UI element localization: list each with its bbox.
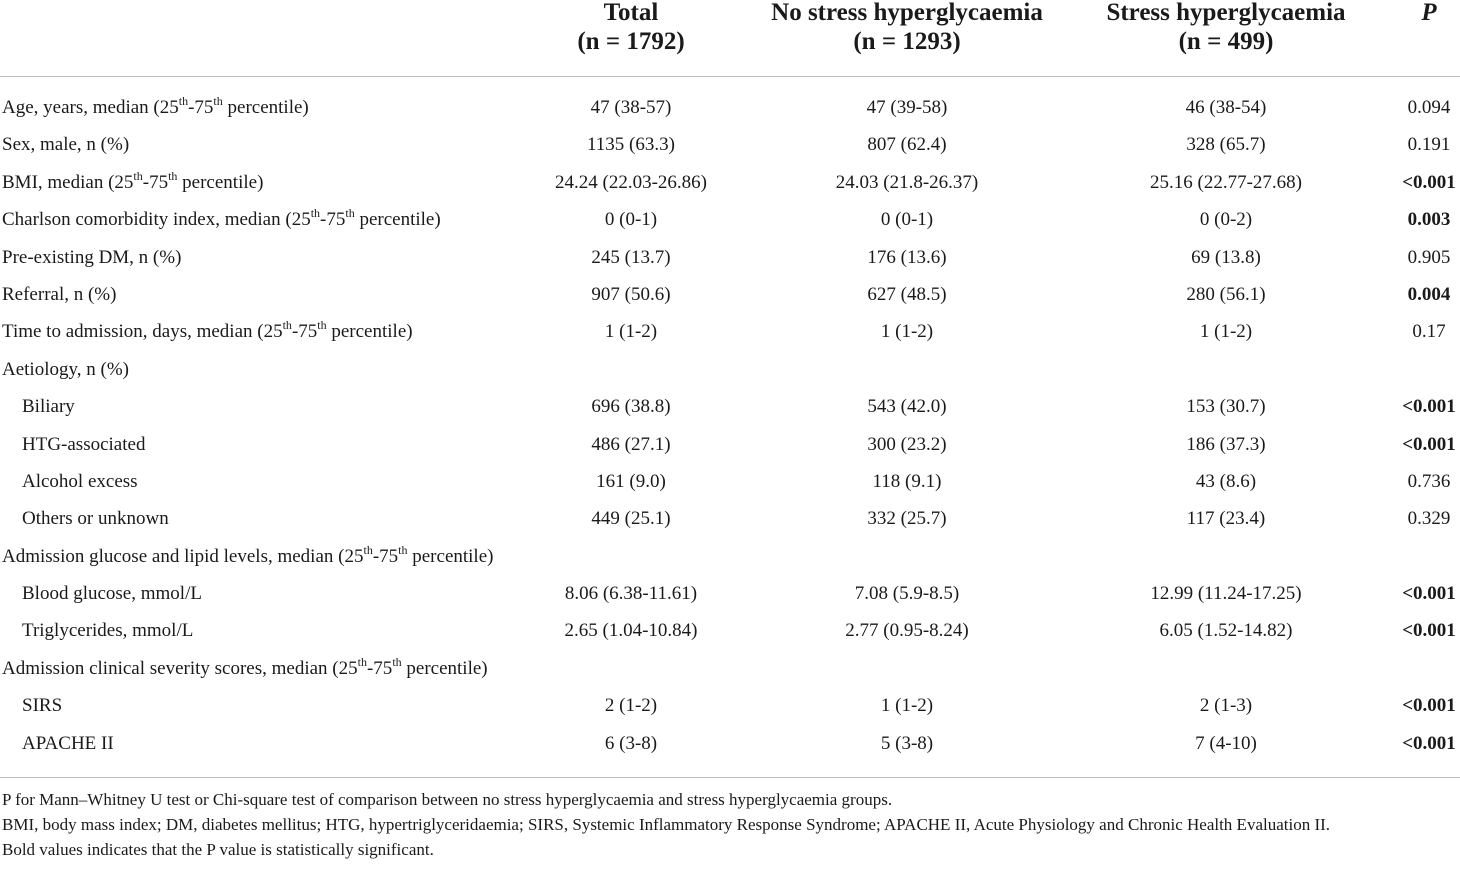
footnote-abbreviations: BMI, body mass index; DM, diabetes mellitus; HTG, hypertriglyceridaemia; SIRS, Systemic Inflammatory Response Syndrome; APACHE II, Acute Physiology and Chronic Health Evaluation II. [2,815,1331,834]
row-label [22,612,193,649]
row-label-text: HTG-associated [22,433,146,455]
cell-total: 449 (25.1) [591,508,671,530]
row-label-text: Time to admission, days, median (25 [2,321,283,343]
header-total-title: Total [603,0,659,26]
cell-no-stress: 543 (42.0) [867,396,947,418]
cell-no-stress: 332 (25.7) [867,508,947,530]
row-label-text: SIRS [22,695,63,717]
cell-stress: 117 (23.4) [1186,508,1266,530]
cell-p-value: <0.001 [1402,620,1456,642]
row-label-text: Biliary [22,396,75,418]
cell-stress: 0 (0-2) [1199,209,1253,231]
table-header [0,0,1460,77]
cell-p-value: 0.905 [1407,246,1451,268]
row-label [22,463,138,500]
cell-no-stress: 176 (13.6) [867,246,947,268]
cell-stress: 6.05 (1.52-14.82) [1159,620,1293,642]
cell-no-stress: 24.03 (21.8-26.37) [835,171,979,193]
row-label-text: -75 [366,657,393,679]
cell-no-stress: 1 (1-2) [880,695,934,717]
cell-no-stress: 807 (62.4) [867,134,947,156]
cell-no-stress: 2.77 (0.95-8.24) [845,620,969,642]
cell-stress: 1 (1-2) [1199,321,1253,343]
cell-no-stress: 5 (3-8) [880,732,934,754]
row-label-text: Admission clinical severity scores, median (25 [2,657,358,679]
row-label-text: Pre-existing DM, n (%) [2,246,182,268]
table-row [0,388,1460,425]
cell-total: 24.24 (22.03-26.86) [555,171,707,193]
cell-no-stress: 627 (48.5) [867,283,947,305]
header-p-value: P [1421,0,1437,26]
cell-total: 6 (3-8) [604,732,658,754]
row-label [2,164,263,201]
footnote-bold-values: Bold values indicates that the P value is statistically significant. [2,840,434,859]
cell-stress: 25.16 (22.77-27.68) [1150,171,1302,193]
footnote-p-test: P for Mann–Whitney U test or Chi-square test of comparison between no stress hyperglycaemia and stress hyperglycaemia groups. [2,790,893,809]
cell-p-value: 0.094 [1407,97,1451,118]
row-label-text: Aetiology, n (%) [2,358,129,380]
table-footnotes [2,787,1460,862]
row-label-superscript: th [168,168,178,183]
cell-stress: 43 (8.6) [1195,470,1257,492]
cell-no-stress: 7.08 (5.9-8.5) [854,583,960,605]
table-row [0,313,1460,350]
cell-total: 907 (50.6) [591,283,671,305]
row-label [22,388,75,425]
table-row [0,725,1460,762]
row-label-text: -75 [320,209,346,231]
cell-stress: 328 (65.7) [1186,134,1266,156]
cell-total: 0 (0-1) [604,209,658,231]
header-stress [1076,0,1376,56]
row-label-text: -75 [291,321,318,343]
cell-stress: 46 (38-54) [1185,97,1267,118]
row-label [2,201,441,238]
table-row [0,575,1460,612]
cell-no-stress: 0 (0-1) [880,209,934,231]
row-label [2,313,413,350]
row-label-superscript: th [213,94,223,108]
row-label-text: Sex, male, n (%) [2,134,130,156]
row-label-text: Others or unknown [22,508,169,530]
cell-total: 1 (1-2) [604,321,658,343]
cell-p-value: <0.001 [1402,695,1456,717]
table-bottom-rule [0,777,1460,778]
header-stress-title: Stress hyperglycaemia [1106,0,1346,26]
header-no-stress-title: No stress hyperglycaemia [771,0,1043,26]
cell-p-value: <0.001 [1402,433,1456,455]
table-row [0,612,1460,649]
row-label-text: Blood glucose, mmol/L [22,583,202,605]
cell-stress: 7 (4-10) [1195,732,1257,754]
header-no-stress-n: (n = 1293) [853,28,961,55]
cell-stress: 280 (56.1) [1186,283,1266,305]
cell-total: 1135 (63.3) [587,134,675,156]
row-label [22,687,62,724]
row-label-text: percentile) [177,171,264,193]
cell-total: 696 (38.8) [591,396,671,418]
row-label-text: Referral, n (%) [2,283,117,305]
row-label-text: -75 [188,97,214,118]
row-label [22,426,145,463]
row-label-text: Triglycerides, mmol/L [22,620,194,642]
row-label [2,351,129,388]
header-total [531,0,731,56]
table-row [0,687,1460,724]
row-label-superscript: th [398,542,408,557]
row-label-text: percentile) [222,97,309,118]
row-label-text: BMI, median (25 [2,171,134,193]
cell-stress: 186 (37.3) [1186,433,1266,455]
header-no-stress [748,0,1066,56]
row-label [22,575,202,612]
header-total-n: (n = 1792) [577,28,685,55]
row-label-superscript: th [357,654,367,669]
cell-p-value: 0.003 [1407,209,1451,231]
row-label-superscript: th [133,168,143,183]
row-label-superscript: th [317,318,327,333]
row-label-superscript: th [282,318,292,333]
row-label-text: -75 [372,545,399,567]
table-row [0,164,1460,201]
header-stress-n: (n = 499) [1178,28,1274,55]
cell-p-value: <0.001 [1402,171,1456,193]
cell-stress: 153 (30.7) [1186,396,1266,418]
table-row [0,426,1460,463]
row-label-superscript: th [363,542,373,557]
row-label [2,239,181,276]
table-row [0,89,1460,126]
row-label-text: percentile) [401,657,488,679]
row-label-text: Charlson comorbidity index, median (25 [2,209,311,231]
cell-p-value: 0.191 [1407,134,1451,156]
cell-p-value: 0.329 [1407,508,1451,530]
row-label [2,538,493,575]
table-row [0,500,1460,537]
cell-total: 161 (9.0) [596,470,666,492]
cell-total: 2.65 (1.04-10.84) [564,620,698,642]
cell-p-value: <0.001 [1402,396,1456,418]
cell-no-stress: 47 (39-58) [866,97,948,118]
row-label-superscript: th [178,94,189,108]
cell-p-value: 0.004 [1407,283,1451,305]
table-row [0,276,1460,313]
table-row [0,351,1460,388]
cell-total: 2 (1-2) [604,695,658,717]
row-label-superscript: th [345,206,355,221]
table-row [0,463,1460,500]
row-label-superscript: th [310,206,321,221]
cell-stress: 69 (13.8) [1191,246,1261,268]
row-label-text: Alcohol excess [22,470,138,492]
row-label-text: Admission glucose and lipid levels, median (25 [2,545,364,567]
table-row [0,538,1460,575]
cell-stress: 2 (1-3) [1199,695,1253,717]
row-label-text: percentile) [407,545,494,567]
cell-p-value: 0.17 [1412,321,1446,343]
row-label-text: percentile) [354,209,441,231]
row-label [2,126,129,163]
row-label [22,500,169,537]
table-row [0,650,1460,687]
table-row [0,126,1460,163]
row-label [2,650,488,687]
row-label-text: APACHE II [22,732,114,754]
cell-no-stress: 1 (1-2) [880,321,934,343]
row-label-text: -75 [142,171,169,193]
row-label-text: percentile) [326,321,413,343]
cell-total: 245 (13.7) [591,246,671,268]
cell-total: 486 (27.1) [591,433,671,455]
row-label-text: Age, years, median (25 [2,97,179,118]
cell-stress: 12.99 (11.24-17.25) [1150,583,1302,605]
row-label [2,89,309,126]
table-row [0,201,1460,238]
table-row [0,239,1460,276]
cell-no-stress: 118 (9.1) [872,470,942,492]
cell-p-value: <0.001 [1402,583,1456,605]
cell-p-value: 0.736 [1407,470,1451,492]
cell-total: 47 (38-57) [590,97,672,118]
table-body [0,89,1460,762]
row-label-superscript: th [392,654,402,669]
row-label [22,725,114,762]
cell-total: 8.06 (6.38-11.61) [564,583,698,605]
cell-p-value: <0.001 [1402,732,1456,754]
cell-no-stress: 300 (23.2) [867,433,947,455]
row-label [2,276,116,313]
